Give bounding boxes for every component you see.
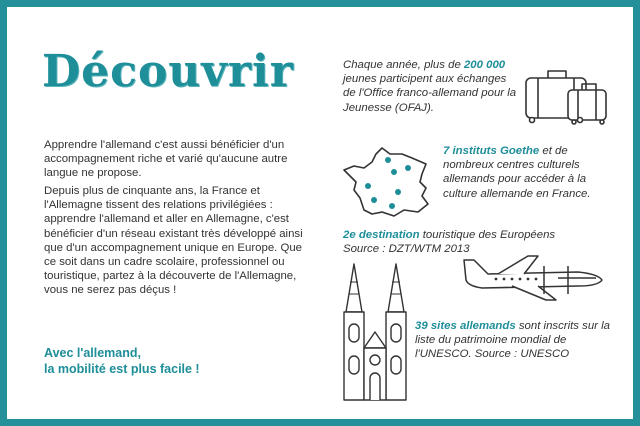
fact-goethe bbox=[443, 144, 615, 201]
airplane-icon bbox=[458, 254, 608, 302]
fact-destination bbox=[343, 228, 613, 256]
fact-goethe-post: et de nombreux centres culturels allemands pour accéder à la culture allemande en France. bbox=[443, 145, 591, 200]
tagline-line-1: Avec l'allemand, bbox=[44, 346, 141, 360]
fact-destination-source: Source : DZT/WTM 2013 bbox=[343, 243, 470, 256]
fact-unesco-post: sont inscrits sur la liste du patrimoine mondial de l'UNESCO. Source : UNESCO bbox=[415, 320, 611, 361]
fact-exchange-highlight: 200 000 bbox=[463, 59, 506, 71]
fact-unesco bbox=[415, 319, 615, 362]
fact-exchange-pre: Chaque année, plus de bbox=[343, 59, 464, 71]
fact-destination-highlight: 2e destination bbox=[343, 229, 420, 241]
tagline-line-2: la mobilité est plus facile ! bbox=[44, 362, 200, 376]
fact-exchange-post: jeunes participent aux échanges de l'Office franco-allemand pour la Jeunesse (OFAJ). bbox=[343, 73, 517, 114]
fact-exchange bbox=[343, 58, 521, 115]
france-map-icon bbox=[342, 146, 436, 218]
page-title: Découvrir bbox=[42, 46, 294, 97]
fact-destination-post: touristique des Européens bbox=[419, 229, 556, 241]
fact-goethe-highlight: 7 instituts Goethe bbox=[443, 145, 540, 157]
intro-paragraph-2: Depuis plus de cinquante ans, la France et l'Allemagne tissent des relations privilégiées : apprendre l'allemand et aller en Allemagne, c'est bénéficier d'un réseau existant très développé ainsi que d'un accompagnement unique en Europe. Que ce soit dans un cadre scolaire, professionnel ou touristique, partez à la découverte de l'Allemagne, vous ne serez pas déçus ! bbox=[44, 185, 303, 297]
fact-unesco-highlight: 39 sites allemands bbox=[415, 320, 516, 332]
tagline bbox=[44, 345, 314, 377]
cathedral-icon bbox=[340, 262, 410, 402]
suitcase-icon bbox=[522, 64, 610, 126]
intro-paragraph-1: Apprendre l'allemand c'est aussi bénéficier d'un accompagnement riche et varié qu'aucune autre langue ne propose. bbox=[44, 139, 288, 180]
